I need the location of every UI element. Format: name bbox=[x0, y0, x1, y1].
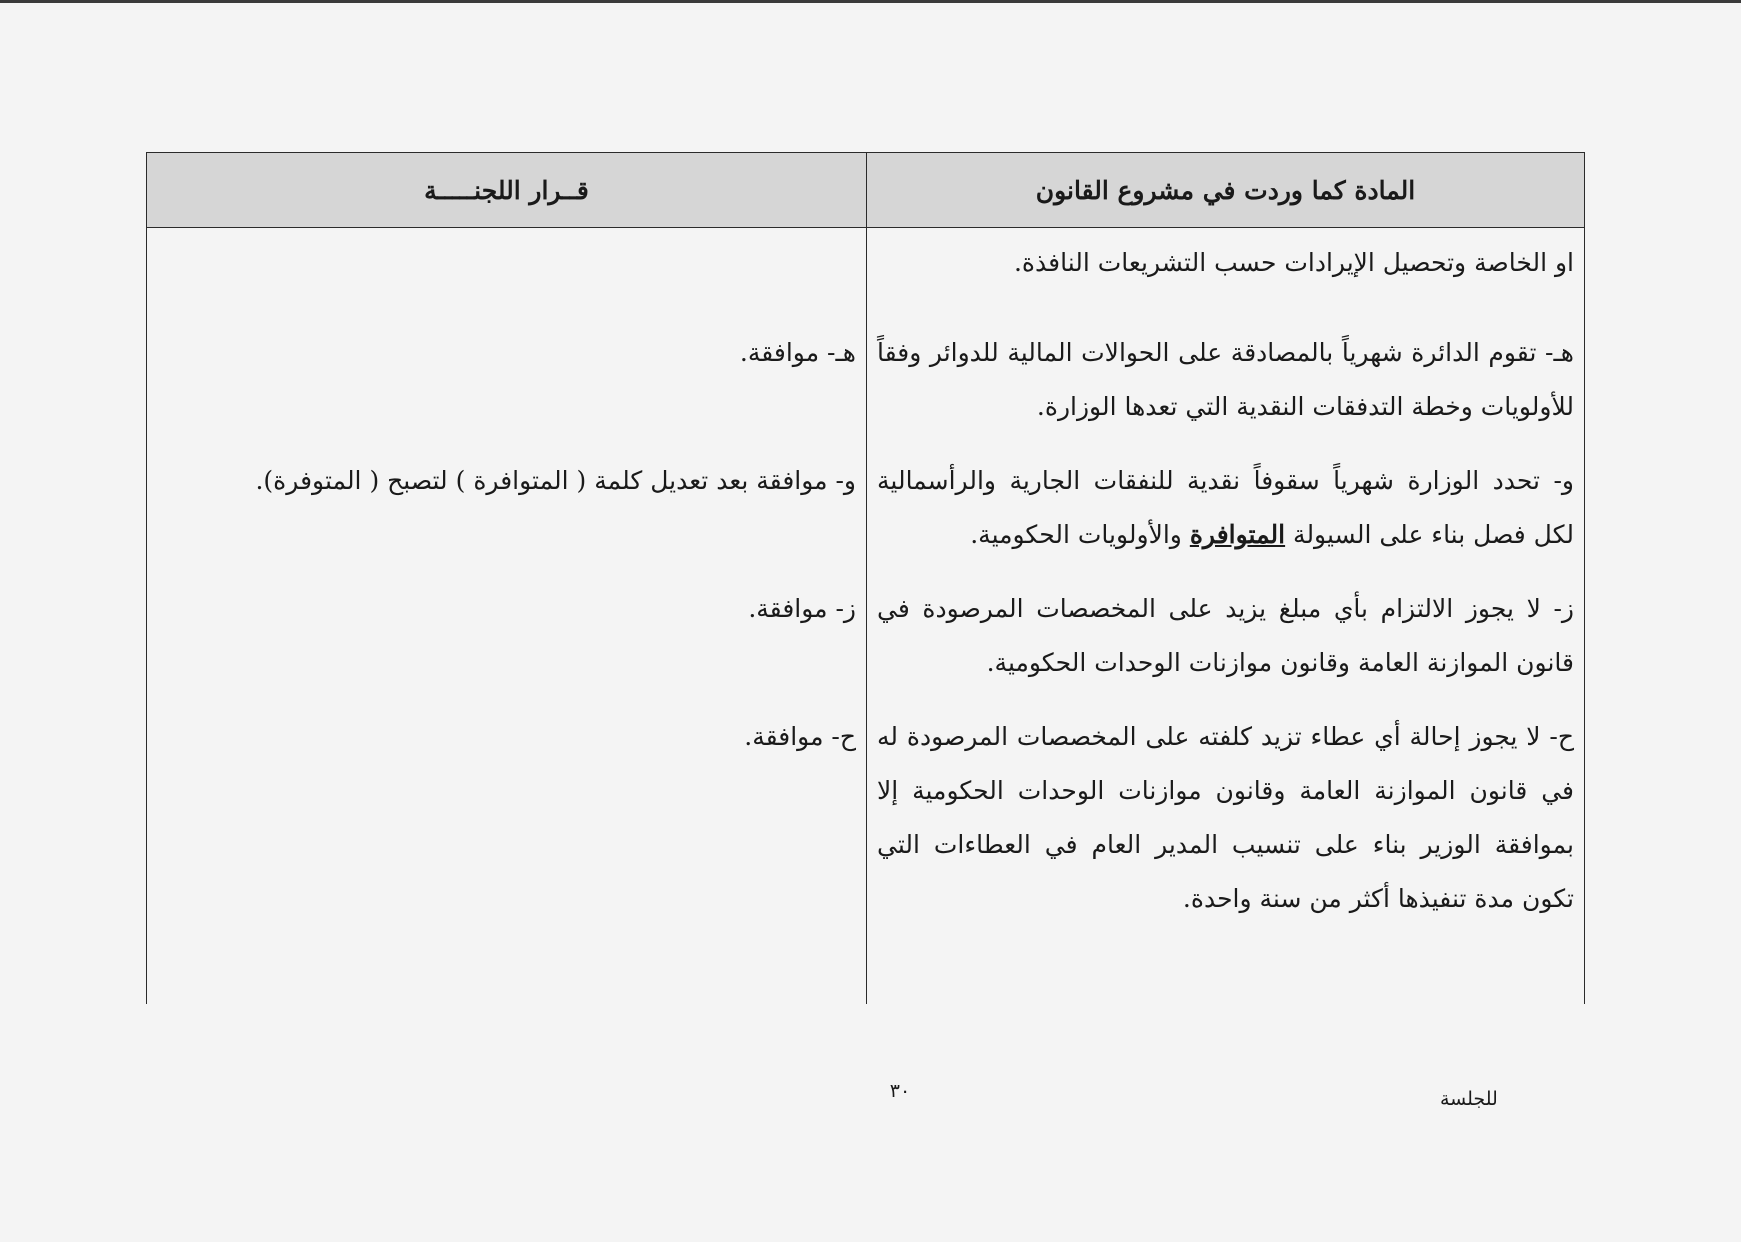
footer-note: للجلسة bbox=[1440, 1088, 1498, 1110]
committee-table bbox=[146, 152, 1585, 1004]
decision-he: هـ- موافقة. bbox=[739, 338, 856, 367]
article-waw-underlined-word: المتوافرة bbox=[1189, 520, 1286, 549]
article-waw-text-before: و- تحدد الوزارة شهرياً سقوفاً نقدية للنفقات الجارية والرأسمالية لكل فصل بناء على السيولة bbox=[877, 466, 1574, 549]
decision-zay: ز- موافقة. bbox=[748, 594, 856, 623]
decision-waw: و- موافقة بعد تعديل كلمة ( المتوافرة ) لتصبح ( المتوفرة). bbox=[255, 466, 856, 495]
article-paragraph-zay: ز- لا يجوز الالتزام بأي مبلغ يزيد على المخصصات المرصودة في قانون الموازنة العامة وقانون موازنات الوحدات الحكومية. bbox=[877, 594, 1574, 677]
table-row bbox=[147, 228, 1585, 1005]
header-decision: قــرار اللجنـــــة bbox=[147, 153, 867, 228]
page-number: ٣٠ bbox=[889, 1080, 911, 1102]
article-paragraph-continuation: او الخاصة وتحصيل الإيرادات حسب التشريعات النافذة. bbox=[1013, 248, 1574, 277]
header-article: المادة كما وردت في مشروع القانون bbox=[867, 153, 1585, 228]
article-paragraph-he: هـ- تقوم الدائرة شهرياً بالمصادقة على الحوالات المالية للدوائر وفقاً للأولويات وخطة التدفقات النقدية التي تعدها الوزارة. bbox=[877, 338, 1574, 421]
article-cell bbox=[867, 228, 1585, 1005]
table-header-row bbox=[147, 153, 1585, 228]
article-waw-text-after: والأولويات الحكومية. bbox=[970, 520, 1190, 549]
decision-cell bbox=[147, 228, 867, 1005]
article-paragraph-ha: ح- لا يجوز إحالة أي عطاء تزيد كلفته على المخصصات المرصودة له في قانون الموازنة العامة وقانون موازنات الوحدات الحكومية إلا بموافقة الوزير بناء على تنسيب المدير العام في العطاءات التي تكون مدة تنفيذها أكثر من سنة واحدة. bbox=[877, 722, 1574, 913]
decision-ha: ح- موافقة. bbox=[744, 722, 856, 751]
article-paragraph-waw bbox=[877, 454, 1574, 562]
